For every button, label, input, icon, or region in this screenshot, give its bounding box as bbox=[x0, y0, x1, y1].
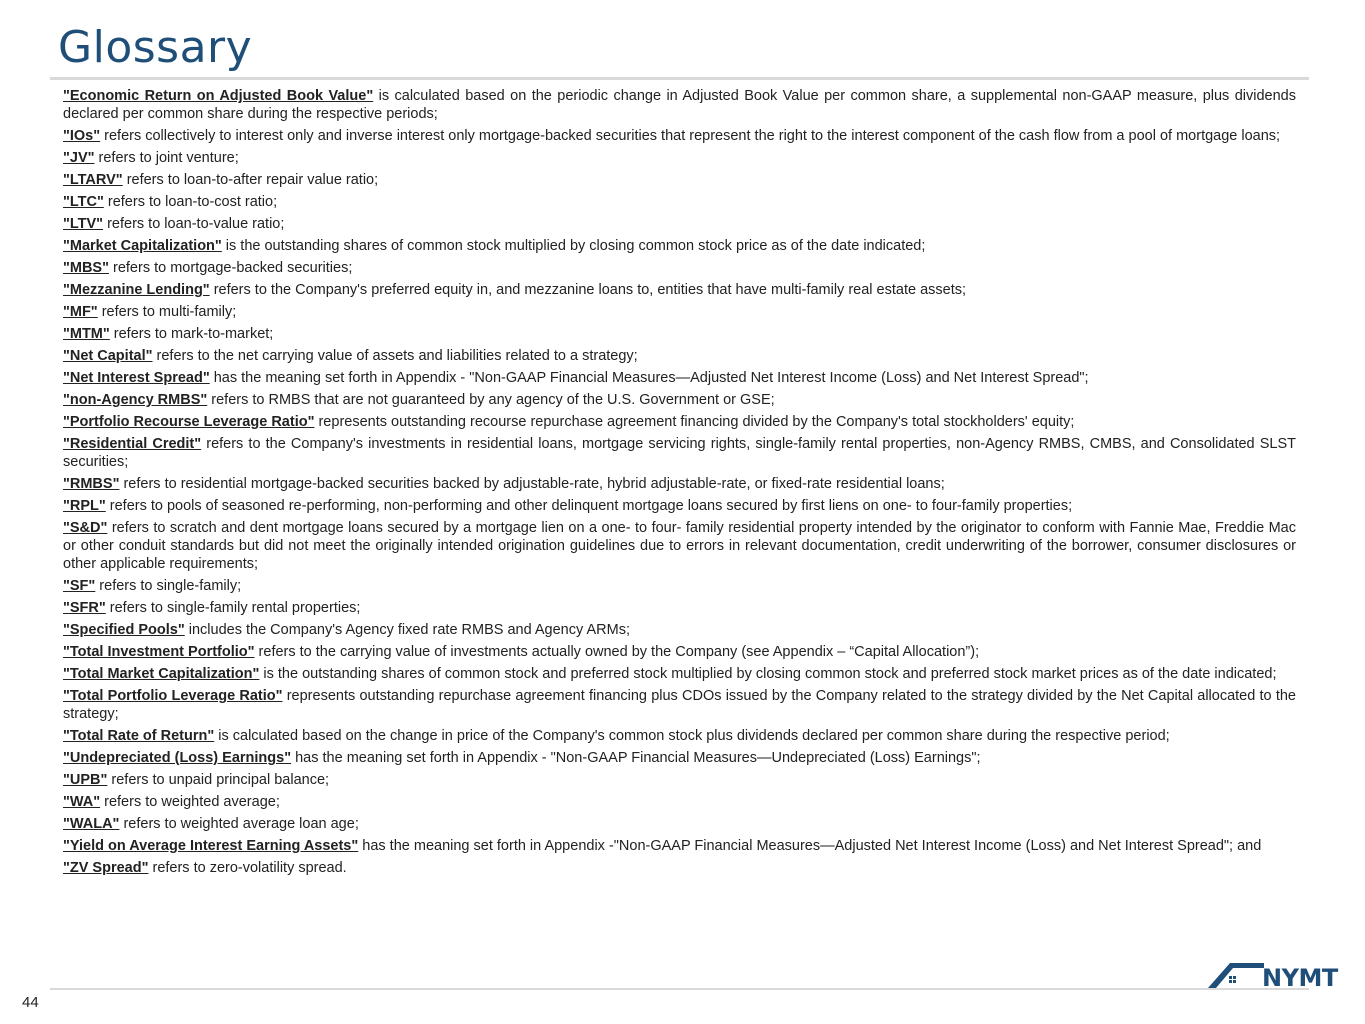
glossary-list bbox=[63, 87, 1296, 881]
glossary-entry bbox=[63, 391, 1296, 409]
glossary-entry bbox=[63, 87, 1296, 123]
glossary-term: "WALA" bbox=[63, 816, 120, 832]
glossary-entry bbox=[63, 643, 1296, 661]
glossary-entry bbox=[63, 475, 1296, 493]
glossary-definition: refers to the Company's preferred equity in, and mezzanine loans to, entities that have multi-family real estate assets; bbox=[209, 282, 967, 298]
glossary-term: "IOs" bbox=[63, 128, 101, 144]
glossary-definition: refers to weighted average loan age; bbox=[119, 816, 359, 832]
glossary-entry bbox=[63, 413, 1296, 431]
glossary-entry bbox=[63, 749, 1296, 767]
glossary-term: "Total Rate of Return" bbox=[63, 728, 215, 744]
glossary-definition: refers to zero-volatility spread. bbox=[148, 860, 347, 876]
glossary-term: "Net Interest Spread" bbox=[63, 370, 210, 386]
glossary-entry bbox=[63, 127, 1296, 145]
glossary-definition: refers to RMBS that are not guaranteed by any agency of the U.S. Government or GSE; bbox=[207, 392, 775, 408]
glossary-definition: has the meaning set forth in Appendix - "Non-GAAP Financial Measures—Adjusted Net Interest Income (Loss) and Net Interest Spread"; bbox=[209, 370, 1089, 386]
glossary-entry bbox=[63, 149, 1296, 167]
glossary-term: "S&D" bbox=[63, 520, 108, 536]
glossary-entry bbox=[63, 259, 1296, 277]
glossary-term: "WA" bbox=[63, 794, 101, 810]
glossary-term: "MTM" bbox=[63, 326, 110, 342]
glossary-entry bbox=[63, 281, 1296, 299]
glossary-entry bbox=[63, 215, 1296, 233]
glossary-entry bbox=[63, 347, 1296, 365]
glossary-term: "LTARV" bbox=[63, 172, 123, 188]
glossary-term: "JV" bbox=[63, 150, 95, 166]
glossary-entry bbox=[63, 727, 1296, 745]
glossary-entry bbox=[63, 837, 1296, 855]
glossary-term: "non-Agency RMBS" bbox=[63, 392, 208, 408]
glossary-entry bbox=[63, 665, 1296, 683]
glossary-term: "Net Capital" bbox=[63, 348, 153, 364]
glossary-definition: is the outstanding shares of common stock multiplied by closing common stock price as of the date indicated; bbox=[221, 238, 926, 254]
glossary-entry bbox=[63, 793, 1296, 811]
glossary-definition: refers to weighted average; bbox=[100, 794, 280, 810]
glossary-definition: refers to single-family; bbox=[95, 578, 242, 594]
glossary-entry bbox=[63, 859, 1296, 877]
glossary-definition: is the outstanding shares of common stock and preferred stock multiplied by closing common stock and preferred stock market prices as of the date indicated; bbox=[259, 666, 1277, 682]
glossary-term: "SFR" bbox=[63, 600, 106, 616]
glossary-term: "UPB" bbox=[63, 772, 108, 788]
glossary-definition: refers to loan-to-after repair value ratio; bbox=[122, 172, 379, 188]
glossary-definition: refers to the carrying value of investments actually owned by the Company (see Appendix – “Capital Allocation”); bbox=[254, 644, 980, 660]
glossary-entry bbox=[63, 497, 1296, 515]
page-number: 44 bbox=[22, 994, 39, 1011]
glossary-term: "Market Capitalization" bbox=[63, 238, 222, 254]
glossary-entry bbox=[63, 519, 1296, 573]
glossary-term: "MBS" bbox=[63, 260, 109, 276]
glossary-definition: refers to unpaid principal balance; bbox=[107, 772, 330, 788]
glossary-definition: refers to the Company's investments in residential loans, mortgage servicing rights, single-family rental properties, non-Agency RMBS, CMBS, and Consolidated SLST securities; bbox=[63, 436, 1296, 470]
glossary-entry bbox=[63, 325, 1296, 343]
glossary-definition: refers to pools of seasoned re-performing, non-performing and other delinquent mortgage loans secured by first liens on one- to four-family properties; bbox=[105, 498, 1073, 514]
glossary-definition: includes the Company's Agency fixed rate RMBS and Agency ARMs; bbox=[184, 622, 630, 638]
glossary-term: "MF" bbox=[63, 304, 98, 320]
glossary-definition: refers to single-family rental properties; bbox=[105, 600, 361, 616]
glossary-definition: refers to mortgage-backed securities; bbox=[108, 260, 353, 276]
glossary-entry bbox=[63, 687, 1296, 723]
glossary-definition: refers to multi-family; bbox=[97, 304, 237, 320]
glossary-entry bbox=[63, 577, 1296, 595]
glossary-term: "Portfolio Recourse Leverage Ratio" bbox=[63, 414, 315, 430]
glossary-entry bbox=[63, 171, 1296, 189]
glossary-entry bbox=[63, 369, 1296, 387]
glossary-term: "Economic Return on Adjusted Book Value" bbox=[63, 88, 374, 104]
glossary-definition: refers to loan-to-value ratio; bbox=[103, 216, 285, 232]
glossary-term: "Specified Pools" bbox=[63, 622, 185, 638]
glossary-term: "Yield on Average Interest Earning Assets" bbox=[63, 838, 359, 854]
glossary-entry bbox=[63, 237, 1296, 255]
glossary-term: "RPL" bbox=[63, 498, 106, 514]
glossary-definition: has the meaning set forth in Appendix -"Non-GAAP Financial Measures—Adjusted Net Interest Income (Loss) and Net Interest Spread"; and bbox=[358, 838, 1262, 854]
glossary-entry bbox=[63, 599, 1296, 617]
glossary-term: "Residential Credit" bbox=[63, 436, 202, 452]
page-title: Glossary bbox=[58, 22, 253, 73]
glossary-definition: refers to mark-to-market; bbox=[109, 326, 274, 342]
glossary-definition: refers to joint venture; bbox=[94, 150, 239, 166]
glossary-definition: refers collectively to interest only and inverse interest only mortgage-backed securities that represent the right to the interest component of the cash flow from a pool of mortgage loans; bbox=[100, 128, 1281, 144]
glossary-definition: refers to scratch and dent mortgage loans secured by a mortgage lien on a one- to four- family residential property intended by the originator to conform with Fannie Mae, Freddie Mac or other conduit standards but did not meet the originally intended origination guidelines due to errors in relevant documentation, credit underwriting of the borrower, consumer disclosures or other applicable requirements; bbox=[63, 520, 1296, 572]
glossary-entry bbox=[63, 303, 1296, 321]
glossary-term: "Total Portfolio Leverage Ratio" bbox=[63, 688, 283, 704]
glossary-term: "RMBS" bbox=[63, 476, 120, 492]
logo-text: NYMT bbox=[1262, 964, 1338, 992]
glossary-entry bbox=[63, 193, 1296, 211]
glossary-definition: has the meaning set forth in Appendix - "Non-GAAP Financial Measures—Undepreciated (Loss) Earnings"; bbox=[291, 750, 981, 766]
glossary-definition: represents outstanding repurchase agreement financing plus CDOs issued by the Company related to the strategy divided by the Net Capital allocated to the strategy; bbox=[63, 688, 1296, 722]
glossary-entry bbox=[63, 771, 1296, 789]
glossary-definition: refers to residential mortgage-backed securities backed by adjustable-rate, hybrid adjustable-rate, or fixed-rate residential loans; bbox=[119, 476, 945, 492]
glossary-term: "ZV Spread" bbox=[63, 860, 149, 876]
glossary-definition: represents outstanding recourse repurchase agreement financing divided by the Company's total stockholders' equity; bbox=[314, 414, 1075, 430]
glossary-entry bbox=[63, 621, 1296, 639]
glossary-term: "LTV" bbox=[63, 216, 104, 232]
glossary-entry bbox=[63, 815, 1296, 833]
glossary-term: "Total Investment Portfolio" bbox=[63, 644, 255, 660]
glossary-definition: refers to the net carrying value of assets and liabilities related to a strategy; bbox=[152, 348, 638, 364]
glossary-entry bbox=[63, 435, 1296, 471]
glossary-term: "Undepreciated (Loss) Earnings" bbox=[63, 750, 292, 766]
glossary-definition: is calculated based on the periodic change in Adjusted Book Value per common share, a supplemental non-GAAP measure, plus dividends declared per common share during the respective periods; bbox=[63, 88, 1296, 122]
glossary-term: "SF" bbox=[63, 578, 96, 594]
glossary-term: "LTC" bbox=[63, 194, 104, 210]
glossary-term: "Mezzanine Lending" bbox=[63, 282, 210, 298]
title-divider bbox=[50, 77, 1309, 80]
glossary-definition: is calculated based on the change in price of the Company's common stock plus dividends declared per common share during the respective period; bbox=[214, 728, 1170, 744]
footer-divider bbox=[50, 988, 1309, 990]
glossary-definition: refers to loan-to-cost ratio; bbox=[103, 194, 278, 210]
glossary-term: "Total Market Capitalization" bbox=[63, 666, 260, 682]
